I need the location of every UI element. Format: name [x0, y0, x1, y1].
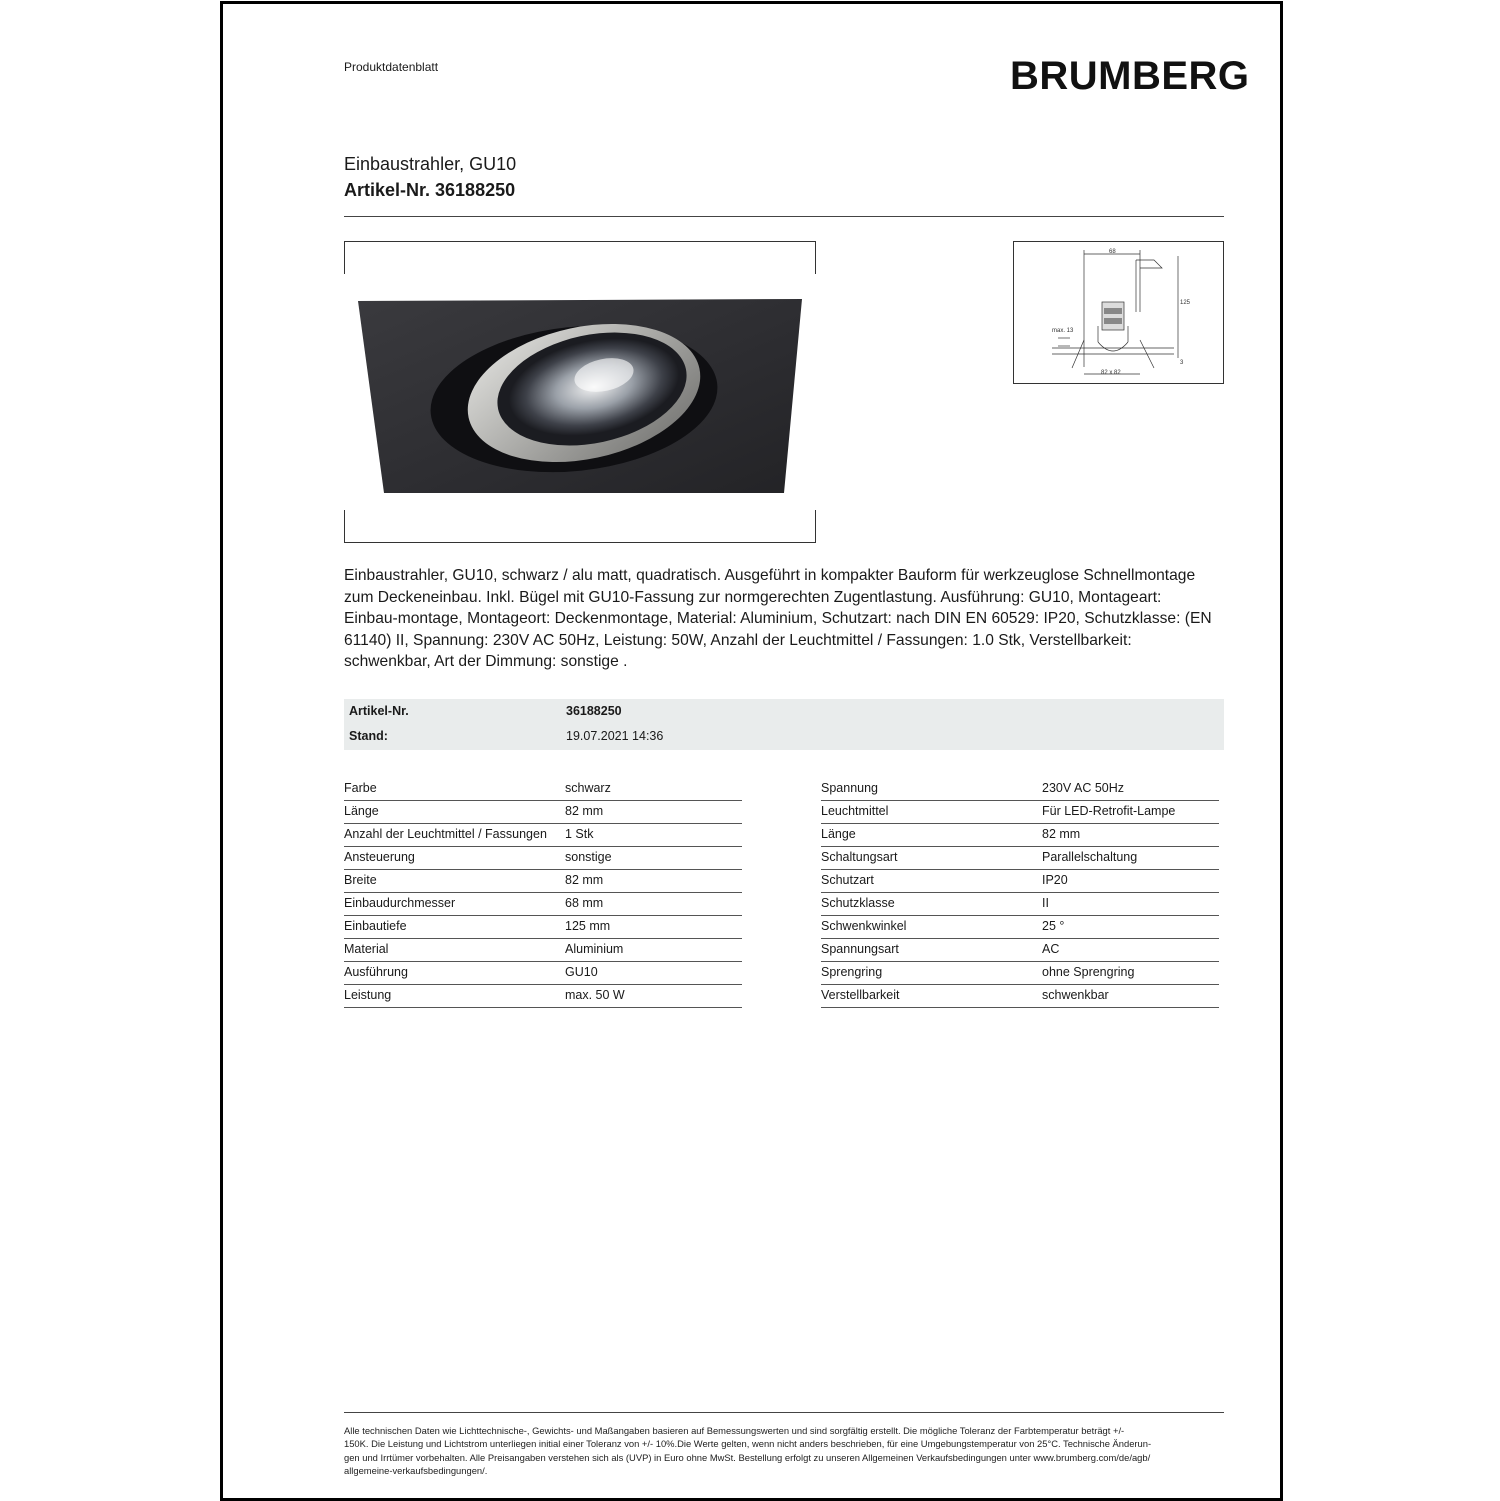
spec-label: Leuchtmittel — [821, 804, 889, 818]
spec-table-left — [344, 779, 742, 1009]
product-image-frame — [344, 241, 816, 543]
spec-value: max. 50 W — [565, 988, 625, 1002]
product-description: Einbaustrahler, GU10, schwarz / alu matt, quadratisch. Ausgeführt in kompakter Bauform für werkzeuglose Schnellmontage zum Deckeneinbau. Inkl. Bügel mit GU10-Fassung zur normgerechten Zugentlastung. Ausführung: GU10, Montageart: Einbau-montage, Montageort: Deckenmontage, Material: Aluminium, Schutzart: nach DIN EN 60529: IP20, Schutzklasse: (EN 61140) II, Spannung: 230V AC 50Hz, Leistung: 50W, Anzahl der Leuchtmittel / Fassungen: 1.0 Stk, Verstellbarkeit: schwenkbar, Art der Dimmung: sonstige . — [344, 567, 1212, 671]
spec-row — [821, 986, 1219, 1008]
spec-value: Aluminium — [565, 942, 624, 956]
spec-row — [821, 917, 1219, 939]
spec-value: schwarz — [565, 781, 611, 795]
spec-row — [344, 779, 742, 801]
spec-value: II — [1042, 896, 1049, 910]
spec-row — [344, 894, 742, 916]
product-photo — [356, 295, 804, 495]
spec-row — [344, 802, 742, 824]
spec-row — [821, 802, 1219, 824]
dim-max-label: max. 13 — [1052, 328, 1074, 334]
spec-label: Sprengring — [821, 965, 883, 979]
footer-line: 150K. Die Leistung und Lichtstrom unterliegen initial einer Toleranz von +/- 10%.Die Werte gelten, wenn nicht anders beschrieben, für eine Umgebungstemperatur von 25°C. Technische Änderun- — [344, 1438, 1152, 1450]
brand-logo: BRUMBERG — [1010, 54, 1250, 98]
article-number-heading: Artikel-Nr. 36188250 — [344, 180, 516, 200]
spec-row — [821, 848, 1219, 870]
spec-label: Schaltungsart — [821, 850, 898, 864]
spec-value: AC — [1042, 942, 1060, 956]
image-frame-bottom — [344, 510, 816, 543]
spec-row — [344, 940, 742, 962]
spec-value: sonstige — [565, 850, 612, 864]
spec-label: Breite — [344, 873, 377, 887]
dim-base-label: 82 x 82 — [1101, 370, 1121, 376]
spec-row — [821, 871, 1219, 893]
spec-value: 125 mm — [565, 919, 611, 933]
spec-label: Schutzart — [821, 873, 874, 887]
spec-value: IP20 — [1042, 873, 1068, 887]
spec-label: Ausführung — [344, 965, 408, 979]
image-frame-top — [344, 241, 816, 274]
spec-value: 82 mm — [565, 804, 604, 818]
spec-label: Länge — [344, 804, 379, 818]
spec-value: 82 mm — [565, 873, 604, 887]
legal-footer — [344, 1424, 1224, 1478]
footer-line: Alle technischen Daten wie Lichttechnische-, Gewichts- und Maßangaben basieren auf Bemessungswerten und sind sorgfältig erstellt. Die mögliche Toleranz der Farbtemperatur beträgt +/- — [344, 1425, 1125, 1436]
spec-label: Spannungsart — [821, 942, 899, 956]
spec-label: Leistung — [344, 988, 392, 1002]
spec-row — [344, 825, 742, 847]
spec-value: Parallelschaltung — [1042, 850, 1138, 864]
spec-table-right — [821, 779, 1219, 1009]
spec-row — [821, 940, 1219, 962]
spec-row — [821, 963, 1219, 985]
spec-label: Farbe — [344, 781, 377, 795]
spec-value: Für LED-Retrofit-Lampe — [1042, 804, 1176, 818]
dim-width-label: 68 — [1109, 249, 1116, 255]
spec-value: schwenkbar — [1042, 988, 1109, 1002]
spec-label: Einbautiefe — [344, 919, 407, 933]
spec-label: Ansteuerung — [344, 850, 415, 864]
spec-value: GU10 — [565, 965, 598, 979]
spec-row — [344, 917, 742, 939]
meta-stand-label: Stand: — [349, 729, 388, 743]
footer-divider — [344, 1412, 1224, 1413]
spec-row — [344, 986, 742, 1008]
spec-value: 25 ° — [1042, 919, 1065, 933]
meta-article-label: Artikel-Nr. — [349, 704, 409, 718]
spec-label: Länge — [821, 827, 856, 841]
spec-row — [344, 963, 742, 985]
spec-label: Schutzklasse — [821, 896, 895, 910]
spec-value: 82 mm — [1042, 827, 1081, 841]
header-divider — [344, 216, 1224, 217]
spec-row — [821, 825, 1219, 847]
spec-value: 68 mm — [565, 896, 604, 910]
product-title: Einbaustrahler, GU10 — [344, 154, 517, 174]
dim-height-label: 125 — [1180, 300, 1191, 306]
dim-ring-label: 3 — [1180, 360, 1184, 366]
meta-band — [344, 699, 1224, 750]
datasheet-page — [220, 1, 1283, 1501]
spec-label: Anzahl der Leuchtmittel / Fassungen — [344, 827, 547, 841]
spec-row — [344, 848, 742, 870]
footer-line: allgemeine-verkaufsbedingungen/. — [344, 1465, 488, 1477]
spec-label: Material — [344, 942, 389, 956]
spec-label: Verstellbarkeit — [821, 988, 900, 1002]
spec-label: Spannung — [821, 781, 879, 795]
spec-value: 1 Stk — [565, 827, 594, 841]
spec-row — [344, 871, 742, 893]
spec-value: 230V AC 50Hz — [1042, 781, 1124, 795]
spec-value: ohne Sprengring — [1042, 965, 1135, 979]
meta-stand-value: 19.07.2021 14:36 — [566, 729, 664, 743]
dimension-drawing — [1013, 241, 1224, 384]
footer-line: gen und Irrtümer vorbehalten. Alle Preisangaben verstehen sich als (UVP) in Euro ohne MwSt. Bestellung erfolgt zu unseren Allgemeinen Verkaufsbedingungen unter www.brumberg.com/de/agb/ — [344, 1451, 1151, 1463]
dimension-drawing-svg — [1014, 242, 1223, 383]
spec-row — [821, 779, 1219, 801]
meta-article-value: 36188250 — [566, 704, 622, 718]
spec-row — [821, 894, 1219, 916]
spec-label: Schwenkwinkel — [821, 919, 907, 933]
spec-label: Einbaudurchmesser — [344, 896, 456, 910]
document-type: Produktdatenblatt — [344, 60, 439, 74]
